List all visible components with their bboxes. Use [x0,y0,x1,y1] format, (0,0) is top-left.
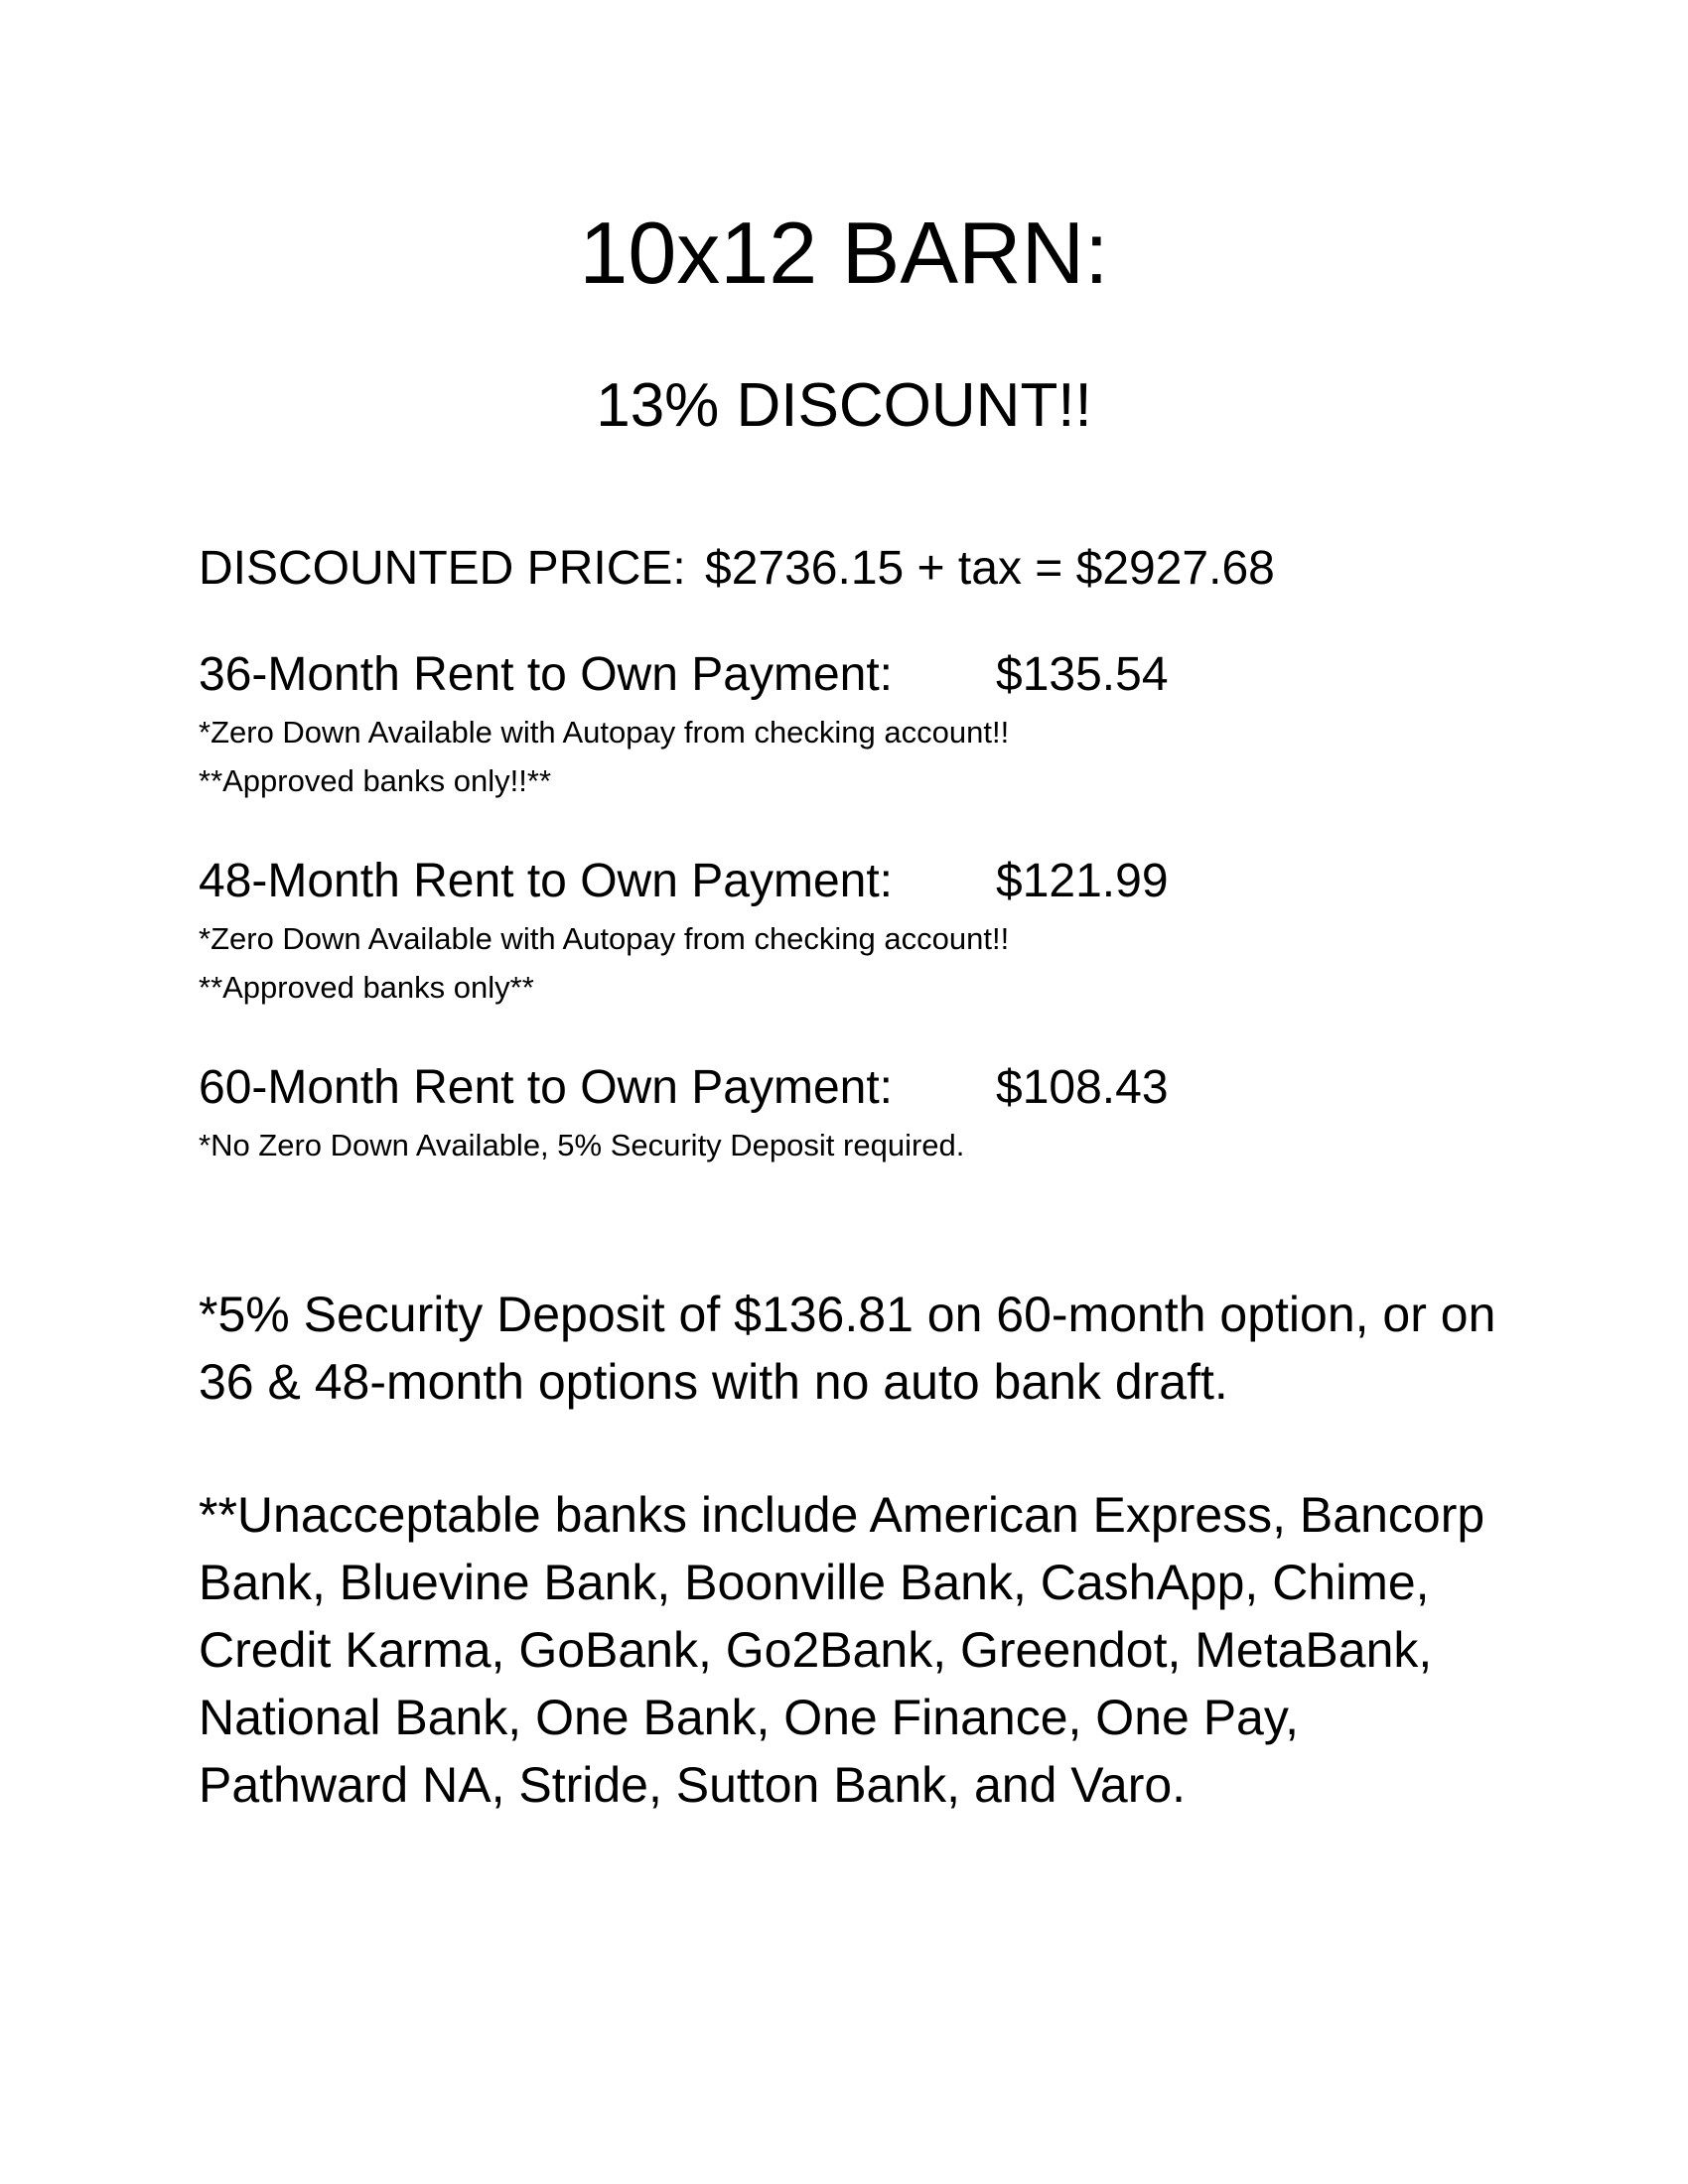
plan-36-amount: $135.54 [996,648,1169,701]
page-title: 10x12 BARN: [579,204,1109,302]
plan-36-note-approved-banks: **Approved banks only!!** [199,763,552,798]
plan-36-label: 36-Month Rent to Own Payment: [199,648,893,701]
plan-36-note-zero-down: *Zero Down Available with Autopay from checking account!! [199,715,1010,750]
plan-48-label: 48-Month Rent to Own Payment: [199,855,893,907]
plan-48-note-zero-down: *Zero Down Available with Autopay from checking account!! [199,921,1010,956]
discount-headline: 13% DISCOUNT!! [596,371,1092,440]
discounted-price-label: DISCOUNTED PRICE: [199,542,686,595]
discounted-price-value: $2736.15 + tax = $2927.68 [705,542,1275,595]
plan-60-note-deposit: *No Zero Down Available, 5% Security Deposit required. [199,1128,965,1162]
plan-60-label: 60-Month Rent to Own Payment: [199,1061,893,1114]
security-deposit-footnote: *5% Security Deposit of $136.81 on 60-month option, or on 36 & 48-month options with no auto bank draft. [199,1287,1496,1410]
plan-48-note-approved-banks: **Approved banks only** [199,970,534,1005]
unacceptable-banks-footnote: **Unacceptable banks include American Express, Bancorp Bank, Bluevine Bank, Boonville Bank, CashApp, Chime, Credit Karma, GoBank, Go2Bank, Greendot, MetaBank, National Bank, One Bank, One Finance, One Pay, Pathward NA, Stride, Sutton Bank, and Varo. [199,1487,1485,1813]
plan-60-amount: $108.43 [996,1061,1169,1114]
plan-48-amount: $121.99 [996,855,1169,907]
